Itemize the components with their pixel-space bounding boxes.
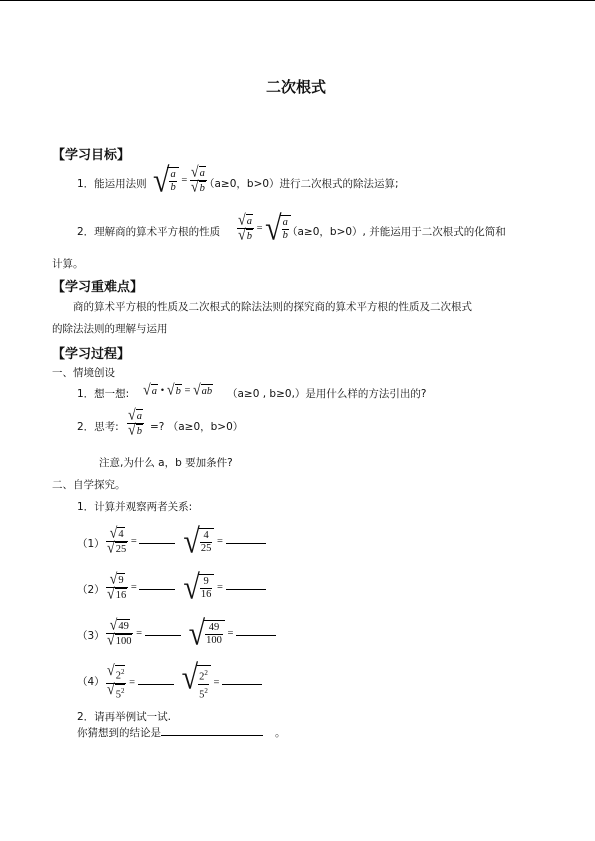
question-1-prefix: 1．想一想: [77, 388, 130, 400]
section-key-points: 【学习重难点】 [52, 280, 144, 295]
question-2-prefix: 2．思考: [77, 421, 119, 433]
exercise-label: （3） [77, 630, 105, 642]
objective-1-prefix: 1．能运用法则 [77, 178, 147, 190]
task-1: 1．计算并观察两者关系: [77, 501, 193, 513]
objective-2-condition: （a≥0，b>0）, 并能运用于二次根式的化简和 [287, 226, 506, 238]
note-conditions: 注意,为什么 a，b 要加条件? [99, 457, 233, 469]
formula-question-2: √ a √ b [128, 407, 142, 439]
top-border-line [0, 0, 595, 1]
question-2-suffix: =? （a≥0，b>0） [150, 421, 244, 433]
answer-blank-left[interactable] [138, 684, 174, 685]
objective-2-prefix: 2．理解商的算术平方根的性质 [77, 226, 221, 238]
part-1-heading: 一、情境创设 [52, 367, 115, 379]
guess-end: 。 [275, 727, 286, 739]
answer-blank-left[interactable] [139, 589, 175, 590]
objective-2-continuation: 计算。 [52, 258, 84, 270]
question-1-suffix: （a≥0 , b≥0,）是用什么样的方法引出的? [227, 388, 427, 400]
task-2: 2．请再举例试一试. [77, 711, 172, 723]
guess-prompt: 你猜想到的结论是 [77, 727, 161, 739]
answer-blank-right[interactable] [222, 684, 262, 685]
exercise-expression: √ 9 √ 16 = √ $\frac{9}{16}$ = [106, 573, 266, 602]
key-points-line-2: 的除法法则的理解与运用 [52, 323, 168, 335]
answer-blank-right[interactable] [226, 589, 266, 590]
formula-division-rule: √ $\frac{a}{b}$ = √ a √ b [153, 160, 205, 199]
answer-blank-left[interactable] [139, 543, 175, 544]
guess-line [77, 726, 286, 740]
formula-quotient-property: √ a √ b = √ $\frac{a}{b}$ [237, 214, 291, 243]
answer-blank-left[interactable] [145, 635, 181, 636]
answer-blank-right[interactable] [236, 635, 276, 636]
formula-product-rule: √ a • √ b = √ ab [143, 382, 213, 399]
section-objectives: 【学习目标】 [52, 148, 131, 163]
section-process: 【学习过程】 [52, 347, 131, 362]
exercise-label: （2） [77, 584, 105, 596]
part-2-heading: 二、自学探究。 [52, 479, 126, 491]
exercise-label: （1） [77, 538, 105, 550]
exercise-expression: √ 4 √ 25 = √ $\frac{4}{25}$ = [106, 527, 266, 556]
answer-blank-right[interactable] [226, 543, 266, 544]
key-points-line-1: 商的算术平方根的性质及二次根式的除法法则的探究商的算术平方根的性质及二次根式 [73, 301, 472, 313]
exercise-expression: √ 49 √ 100 = √ $\frac{49}{100}$ = [106, 619, 276, 648]
page-title: 二次根式 [266, 78, 327, 96]
exercise-label: （4） [77, 676, 105, 688]
guess-answer-blank[interactable] [161, 735, 263, 736]
objective-1-condition: （a≥0，b>0）进行二次根式的除法运算; [204, 178, 399, 190]
exercise-expression: √ $2^2$ √ $5^2$ = √ $\frac{2^2}{5^2}$ = [106, 665, 262, 701]
